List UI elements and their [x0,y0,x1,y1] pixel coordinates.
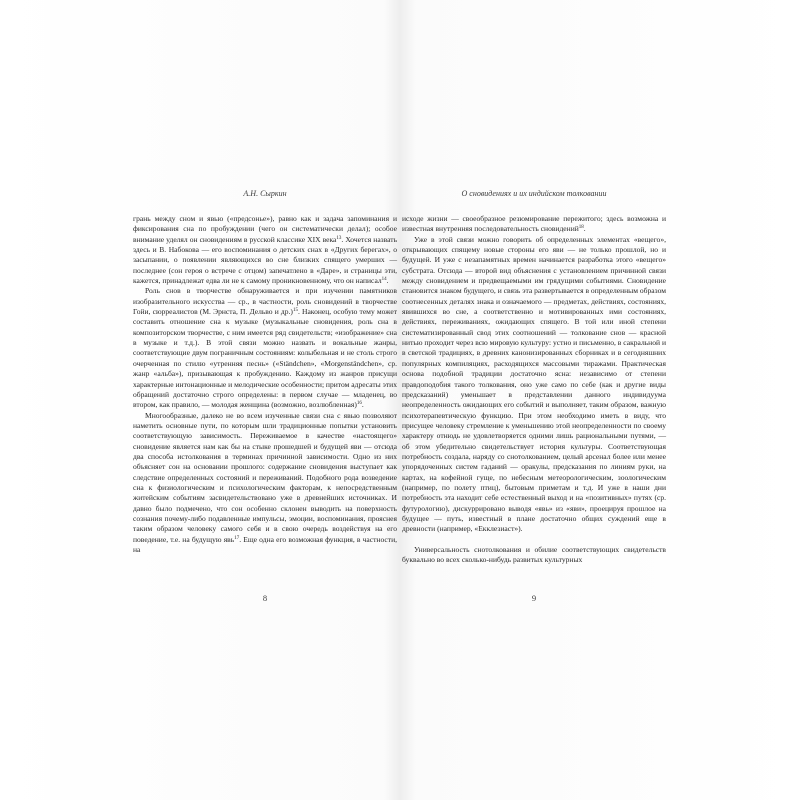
text-run: . [386,276,389,286]
right-page [402,189,666,614]
right-page-body [402,214,666,565]
text-run: . Наконец, особую тему может составить отношение сна к музыке (музыкальные сновидения, роль сна в композиторском творчестве, с ним имеется ряд свидетельств; «изображение» сна в музыке и т.д.). В этой связи можно назвать и вокальные жанры, соответствующие двум пограничным состояниям: колыбельная и не столь строго очерченная по стилю «утренняя песнь» («Ständchen», «Morgenständchen», ср. жанр «альба»), призывающая к пробуждению. Каждому из жанров присущи характерные интонационные и мелодические особенности; притом адресаты этих обращений достаточно строго определены: в первом случае — младенец, во втором, как правило, — молодая женщина (возможно, возлюбленная) [133,307,397,410]
footnote-ref: 15 [292,308,298,314]
text-run: грань между сном и явью («предсонье»), равно как и задача запоминания и фиксирования сна по пробуждении (чего он систематически делал); особое внимание уделял он сновидениям в русской классике XIX века [133,214,397,244]
running-head-right: О сновидениях и их индийском толковании [461,189,607,198]
paragraph [133,214,397,286]
page-number-left: 8 [262,593,268,603]
text-run: Многообразные, далеко не во всем изученные связи сна с явью позволяют наметить основные пути, по которым шли традиционные попытки установить соответствующую зависимость. Переживаемое в качестве «настоящего» сновидение является нам как бы на стыке прошедшей и будущей яви — отсюда два способа истолкования в терминах причинной зависимости. Одно из них объясняет сон на основании прошлого: содержание сновидения выступает как следствие определенных состояний и переживаний. Подобного рода возведение сна к физиологическим и психологическим факторам, к непосредственным житейским событиям засвидетельствовано уже в древнейших источниках. И давно было подмечено, что сон особенно склонен выводить на поверхность сознания почему-либо подавленные импульсы, эмоции, воспоминания, прояснея таким образом человеку самого себя и в свою очередь воздействуя на его поведение, т.е. на будущую явь [133,410,397,544]
text-run: исходе жизни — своеобразное резюмирование пережитого; здесь возможна и известная внутренняя последовательность сновидений [402,214,666,234]
paragraph [133,286,397,410]
page-number-right: 9 [531,593,537,603]
footnote-ref: 14 [381,277,387,283]
running-head-left: А.Н. Сыркин [243,189,287,198]
text-run: . Хочется назвать здесь и В. Набокова — его воспоминания о детских снах в «Других берегах», о засыпании, о появлении являющихся во сне близких спящего умерших — последнее (сон героя о встрече с отцом) запечатлено в «Даре», и страницы эти, кажется, принадлежат едва ли не к самому проникновенному, что он написал [133,234,398,286]
text-run: Уже в этой связи можно говорить об определенных элементах «вещего», открывающих спящему новые стороны его яви — не только прошлой, но и будущей. И уже с незапамятных времен начинается разработка этого «вещего» субстрата. Отсюда — второй вид объяснения с установлением причинной связи между сновидением и предвещаемыми им грядущими событиями. Сновидение становится знаком будущего, и связь эта развертывается в определенным образом соотнесенных деталях знака и означаемого — предметах, действиях, состояниях, явившихся во сне, а соответственно и мотивированных ими состояниях, действиях, переживаниях, ожидающих спящего. В той или иной степени систематизированный свод этих соотношений — толкование снов — красной нитью проходит через всю мировую культуру: устно и письменно, в сакральной и в светской традициях, в древних канонизированных сборниках и в сегодняшних популярных компиляциях, расходящихся массовыми тиражами. Практическая основа подобной традиции достаточно ясна: независимо от степени правдоподобия такого толкования, оно уже само по себе (как и другие виды предсказаний) уменьшает в представлении данного индивидуума неопределенность ожидающих его событий и выполняет, таким образом, важную психотерапевтическую функцию. При этом необходимо иметь в виду, что присущее человеку стремление к уменьшению этой неопределенности по своему характеру отнюдь не удовлетворяется одними лишь рациональными путями, — об этом убедительно свидетельствует история культуры. Соответствующая потребность создала, наряду со снотолкованием, целый арсенал более или менее упорядоченных систем гаданий — оракулы, предсказания по линиям руки, на картах, на кофейной гуще, по небесным метеорологическим, зоологическим (например, по полету птиц), бытовым приметам и т.д. И уже в наши дни потребность эта находит себе естественный выход и на «позитивных» путях (ср. футурологию), дискуррировано выводя «явь» из «яви», проецируя прошлое на будущее — путь, известный в плане достаточно общих суждений еще в древности (например, «Екклезиаст»). [402,234,666,534]
left-page-body [133,214,397,555]
text-run: Универсальность снотолкования и обилие соответствующих свидетельств буквально во всех сколько-нибудь развитых культурных [402,544,666,564]
text-run: . [361,400,364,410]
text-run: . [583,224,586,234]
footnote-ref: 16 [356,401,362,407]
text-run: Роль снов в творчестве обнаруживается и при изучении памятников изобразительного искусства — ср., в частности, роль сновидений в творчестве Гойи, сюрреалистов (М. Эрнста, П. Дельво и др.) [133,286,397,317]
paragraph [133,411,397,556]
paragraph [402,545,666,566]
footnote-ref: 18 [578,225,584,231]
footnote-ref: 17 [234,535,240,541]
footnote-ref: 13 [336,235,342,241]
left-page [133,189,397,614]
paragraph [402,214,666,235]
text-run: . Еще одна его возможная функция, в частности, на [133,534,397,554]
paragraph [402,235,666,535]
